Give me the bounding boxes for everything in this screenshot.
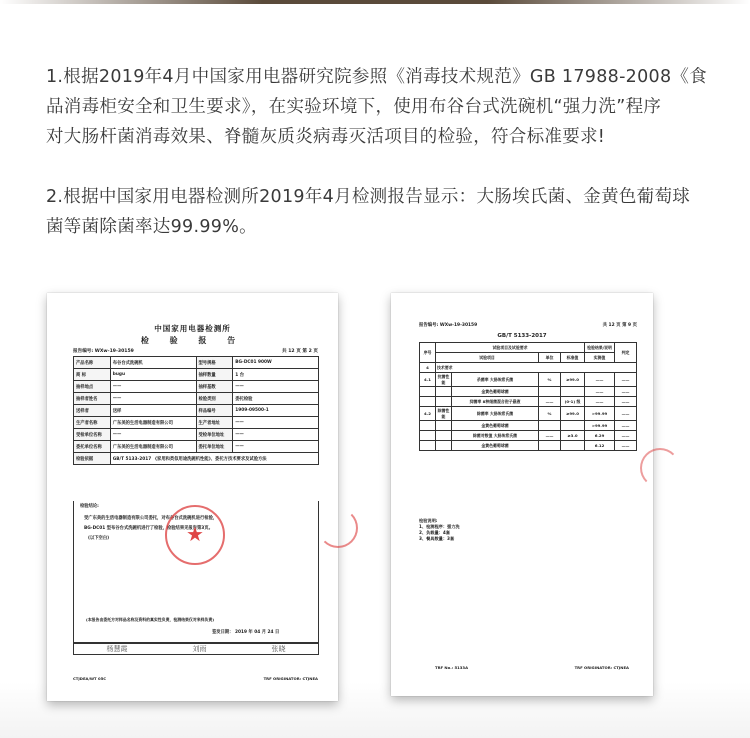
info-label: 委托单位地址 — [196, 441, 233, 453]
info-value: BG-DC01 900W — [233, 357, 319, 369]
row-item — [452, 373, 539, 387]
row-value: 6.29 — [585, 431, 615, 441]
result-row — [420, 373, 637, 387]
col-header-judge: 判定 — [615, 343, 637, 363]
row-std: (0-1) 级 — [561, 397, 585, 407]
info-row — [74, 441, 319, 453]
note-3: 3、餐具数量：3套 — [419, 536, 455, 541]
info-label: 样品编号 — [196, 405, 233, 417]
row-unit: % — [539, 407, 561, 421]
paragraph-1 — [46, 62, 714, 152]
row-no — [420, 387, 436, 397]
row-unit — [539, 387, 561, 397]
info-label: 检验依据 — [74, 453, 111, 465]
info-row — [74, 453, 319, 465]
info-row — [74, 369, 319, 381]
row-value: >99.99 — [585, 407, 615, 421]
row-std — [561, 441, 585, 451]
row-group — [436, 441, 452, 451]
row-value: —— — [585, 387, 615, 397]
info-value: 送样 — [110, 405, 196, 417]
info-row — [74, 381, 319, 393]
section-label: 技术要求 — [436, 363, 637, 373]
row-group: 除菌性能 — [436, 407, 452, 421]
seal-edge-right — [640, 448, 680, 488]
row-item-name: 8种细菌混合孢子悬液 — [482, 398, 521, 404]
row-std: ≥99.0 — [561, 373, 585, 387]
row-judge: —— — [615, 421, 637, 431]
conclusion-line-2: BG-DC01 型布谷台式洗碗机进行了检验，检验结果见报告第3页。 — [84, 526, 213, 531]
paragraph-2 — [46, 182, 714, 242]
info-row — [74, 357, 319, 369]
note-1: 1、检测程序：强力洗 — [419, 524, 460, 529]
row-item — [452, 441, 539, 451]
info-label: 抽样数量 — [196, 369, 233, 381]
row-std — [561, 387, 585, 397]
signature-compiled: 杨慧霞 — [106, 645, 128, 653]
result-row — [420, 397, 637, 407]
info-value: —— — [233, 381, 319, 393]
info-value: 1 台 — [233, 369, 319, 381]
footer-left: CTJDEA/WT 05C — [73, 676, 107, 681]
row-item — [452, 431, 539, 441]
row-group — [436, 387, 452, 397]
info-value: 广东美的生活电器制造有限公司 — [110, 417, 196, 429]
subheader-unit: 单位 — [539, 353, 561, 363]
row-item-name: 金黄色葡萄球菌 — [481, 442, 509, 448]
report-org: 中国家用电器检测所 — [154, 324, 231, 333]
seal-edge-left — [318, 508, 358, 548]
conclusion-line-3: (以下空白) — [88, 536, 110, 541]
info-value: 广东美的生活电器制造有限公司 — [110, 441, 196, 453]
row-judge: —— — [615, 373, 637, 387]
info-value: 1909-09500-1 — [233, 405, 319, 417]
report-number: 报告编号: WXw-19-30159 — [419, 323, 478, 328]
info-label: 受检单位地址 — [196, 429, 233, 441]
row-item — [452, 387, 539, 397]
row-judge: —— — [615, 397, 637, 407]
row-std: ≥99.0 — [561, 407, 585, 421]
row-item-name: 金黄色葡萄球菌 — [481, 422, 509, 428]
row-std: ≥3.0 — [561, 431, 585, 441]
info-label: 委托单位名称 — [74, 441, 111, 453]
row-judge: —— — [615, 387, 637, 397]
info-value: —— — [233, 441, 319, 453]
row-unit: % — [539, 373, 561, 387]
row-group — [436, 421, 452, 431]
result-row — [420, 387, 637, 397]
row-item-name: 大肠埃希氏菌 — [493, 432, 518, 438]
row-value: —— — [585, 397, 615, 407]
signature-reviewed: 刘雨 — [192, 645, 207, 653]
row-sub: 抑菌率 — [469, 398, 482, 404]
info-value: —— — [233, 417, 319, 429]
subheader-std: 标准值 — [561, 353, 585, 363]
notes-title: 检验说明: — [419, 518, 438, 523]
row-unit: —— — [539, 397, 561, 407]
standard-title: GB/T 5133-2017 — [497, 333, 547, 339]
row-unit: —— — [539, 431, 561, 441]
subheader-item: 试验项目 — [436, 353, 539, 363]
page-info: 共 12 页 第 9 页 — [602, 323, 637, 328]
section-no: 4 — [420, 363, 436, 373]
info-label: 产品名称 — [74, 357, 111, 369]
star-icon: ★ — [186, 522, 204, 546]
row-judge: —— — [615, 407, 637, 421]
inspection-report-cover — [47, 293, 338, 701]
row-sub: 除菌对数值 — [472, 432, 493, 438]
row-item — [452, 397, 539, 407]
col-header-items: 试验项目及试验要求 — [436, 343, 585, 353]
paragraph-1-line-3: 对大肠杆菌消毒效果、脊髓灰质炎病毒灭活项目的检验，符合标准要求! — [46, 127, 606, 147]
conclusion-label: 检验结论: — [80, 504, 99, 509]
paragraph-2-line-2: 菌等菌除菌率达99.99%。 — [46, 217, 257, 237]
info-value: bugu — [110, 369, 196, 381]
paragraph-1-line-1: 1.根据2019年4月中国家用电器研究院参照《消毒技术规范》GB 17988-2008《食 — [46, 67, 708, 87]
report-number: 报告编号: WXw-19-30159 — [73, 349, 134, 354]
row-sub: 杀菌率 — [476, 376, 489, 382]
row-item — [452, 407, 539, 421]
info-label: 抽样地点 — [74, 381, 111, 393]
footer-left: TRF No.: 5133A — [435, 665, 469, 670]
row-std — [561, 421, 585, 431]
row-group — [436, 397, 452, 407]
footer-right: TRF ORIGINATOR: CTJNEA — [574, 665, 629, 670]
row-value: >99.99 — [585, 421, 615, 431]
result-row — [420, 431, 637, 441]
paragraph-2-line-1: 2.根据中国家用电器检测所2019年4月检测报告显示：大肠埃氏菌、金黄色葡萄球 — [46, 187, 691, 207]
result-row — [420, 421, 637, 431]
conclusion-line-1: 受广东美的生活电器制造有限公司委托，对布谷台式洗碗机进行检验， — [84, 516, 218, 521]
col-header-results: 检验结果/说明 — [585, 343, 615, 353]
top-divider — [0, 0, 750, 4]
red-seal — [165, 505, 225, 565]
info-label: 送样者 — [74, 405, 111, 417]
row-unit — [539, 421, 561, 431]
info-label: 抽样基数 — [196, 381, 233, 393]
info-value: 委托检验 — [233, 393, 319, 405]
paragraph-1-line-2: 品消毒柜安全和卫生要求》，在实验环境下，使用布谷台式洗碗机“强力洗”程序 — [46, 97, 662, 117]
row-group — [436, 431, 452, 441]
row-no — [420, 431, 436, 441]
results-table — [419, 342, 637, 451]
col-header-no: 序号 — [420, 343, 436, 363]
test-notes — [419, 518, 460, 542]
info-row — [74, 429, 319, 441]
info-label: 生产者地址 — [196, 417, 233, 429]
signature-row — [73, 643, 319, 655]
info-row — [74, 393, 319, 405]
info-value: —— — [110, 393, 196, 405]
report-note: (本报告由委托方对样品名称及资料的真实性负责，检测结果仅对来样负责) — [86, 617, 215, 622]
page-info: 共 12 页 第 2 页 — [282, 349, 318, 354]
row-item-name: 大肠埃希氏菌 — [489, 376, 514, 382]
info-value: —— — [110, 381, 196, 393]
info-label: 受检单位名称 — [74, 429, 111, 441]
row-no — [420, 421, 436, 431]
info-value: —— — [233, 429, 319, 441]
row-no — [420, 397, 436, 407]
info-label: 抽样者姓名 — [74, 393, 111, 405]
result-row — [420, 407, 637, 421]
info-value: —— — [110, 429, 196, 441]
footer-right: TRF ORIGINATOR: CTJNEA — [263, 676, 318, 681]
info-label: 型号规格 — [196, 357, 233, 369]
row-unit — [539, 441, 561, 451]
info-label: 检验类别 — [196, 393, 233, 405]
info-label: 生产者名称 — [74, 417, 111, 429]
info-value: 布谷台式洗碗机 — [110, 357, 196, 369]
row-sub: 除菌率 — [476, 410, 489, 416]
report-info-table — [73, 356, 319, 465]
info-value: GB/T 5133-2017 《家用和类似用途洗碗机性能》、委托方技术要求及试验方法 — [110, 453, 318, 465]
info-row — [74, 405, 319, 417]
row-item — [452, 421, 539, 431]
info-row — [74, 417, 319, 429]
row-value: 6.12 — [585, 441, 615, 451]
row-judge: —— — [615, 431, 637, 441]
note-2: 2、负载量：4套 — [419, 530, 450, 535]
row-item-name: 金黄色葡萄球菌 — [481, 388, 509, 394]
subheader-value: 实测值 — [585, 353, 615, 363]
row-no — [420, 441, 436, 451]
issue-date: 签发日期： 2019 年 04 月 24 日 — [212, 630, 280, 635]
report-title: 检 验 报 告 — [140, 336, 245, 345]
row-no: 4.1 — [420, 373, 436, 387]
row-judge: —— — [615, 441, 637, 451]
row-value: —— — [585, 373, 615, 387]
row-item-name: 大肠埃希氏菌 — [489, 410, 514, 416]
inspection-report-results — [391, 293, 653, 696]
signature-approved: 张晓 — [271, 645, 286, 653]
info-label: 商 标 — [74, 369, 111, 381]
row-group: 抗菌性能 — [436, 373, 452, 387]
row-no: 4.2 — [420, 407, 436, 421]
result-row — [420, 441, 637, 451]
